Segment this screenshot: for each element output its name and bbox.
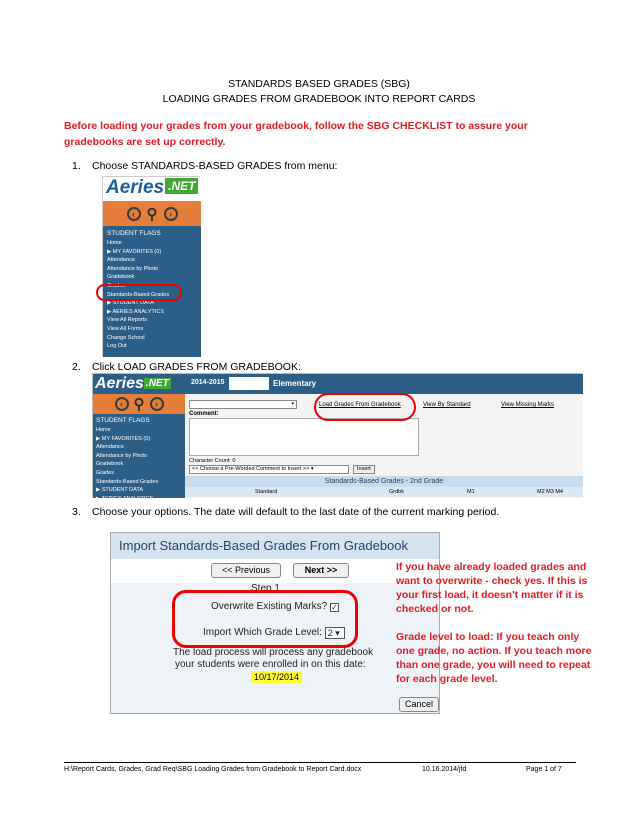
menu-item[interactable]: ▶ AERIES ANALYTICS	[107, 308, 165, 315]
highlight-oval	[314, 393, 416, 421]
col-m1: M1	[467, 489, 475, 495]
step-3	[72, 506, 499, 518]
school-name: Elementary	[273, 379, 317, 388]
menu-item[interactable]: Attendance by Photo	[96, 452, 148, 459]
view-missing-marks-link[interactable]: View Missing Marks	[501, 402, 554, 408]
step-1	[72, 160, 337, 172]
note-overwrite: If you have already loaded grades and want to overwrite - check yes. If this is your first load, it doesn't matter if it is checked or not.	[396, 561, 588, 615]
col-grdbk: Grdbk	[389, 489, 404, 495]
back-icon[interactable]: ‹	[115, 397, 129, 411]
dialog-title: Import Standards-Based Grades From Gradebook	[111, 533, 439, 559]
menu-item[interactable]: Log Out	[107, 343, 127, 350]
overwrite-label: Overwrite Existing Marks?	[211, 601, 328, 612]
forward-icon[interactable]: ›	[150, 397, 164, 411]
previous-button[interactable]: << Previous	[211, 563, 281, 578]
grades-band: Standards-Based Grades - 2nd Grade	[185, 476, 583, 487]
menu-item[interactable]: Attendance	[107, 257, 135, 264]
step-text: Click LOAD GRADES FROM GRADEBOOK:	[92, 361, 301, 373]
aeries-logo: Aeries .NET	[103, 177, 201, 201]
doc-title: STANDARDS BASED GRADES (SBG)	[228, 78, 410, 90]
menu-item[interactable]: ▶ MY FAVORITES (0)	[107, 248, 162, 255]
step-text: Choose STANDARDS-BASED GRADES from menu:	[92, 160, 338, 172]
menu-item[interactable]: View All Reports	[107, 317, 147, 324]
menu-item[interactable]: ▶ MY FAVORITES (0)	[96, 435, 151, 442]
menu-item[interactable]: STUDENT FLAGS	[96, 417, 150, 424]
menu-item[interactable]: Attendance by Photo	[107, 265, 159, 272]
preworded-comment-select[interactable]: << Choose a Pre-Worded Comment to Insert >> ▾	[189, 465, 349, 474]
top-bar	[93, 374, 583, 394]
process-text-2: your students were enrolled in on this date:	[175, 659, 366, 670]
step-number: 1.	[72, 160, 81, 172]
menu-item[interactable]: ▶ AERIES ANALYTICS	[96, 495, 154, 502]
school-name-redacted	[229, 377, 269, 390]
menu-item[interactable]: Grades	[107, 282, 126, 289]
menu-item[interactable]: ▶ STUDENT DATA	[107, 300, 155, 307]
student-select[interactable]: ▾	[189, 400, 297, 409]
aeries-menu-screenshot	[102, 176, 200, 356]
menu-item[interactable]: Gradebook	[96, 461, 124, 468]
search-icon[interactable]: ⚲	[133, 396, 145, 413]
doc-subtitle: LOADING GRADES FROM GRADEBOOK INTO REPORT CARDS	[162, 93, 476, 105]
load-grades-link[interactable]: Load Grades From Gradebook	[319, 402, 401, 408]
dialog-nav-row	[111, 559, 439, 583]
menu-item[interactable]: ▶ STUDENT DATA	[96, 487, 144, 494]
next-button[interactable]: Next >>	[293, 563, 349, 578]
school-year: 2014-2015	[191, 379, 225, 386]
highlight-oval	[172, 590, 358, 648]
cancel-button[interactable]: Cancel	[399, 697, 439, 712]
menu-item[interactable]: Home	[107, 240, 122, 246]
menu-item[interactable]: Gradebook	[107, 274, 135, 281]
date-value[interactable]: 10/17/2014	[251, 671, 302, 683]
menu-item[interactable]: View All Forms	[107, 325, 144, 332]
comment-label: Comment:	[189, 411, 219, 417]
step-number: 3.	[72, 506, 81, 518]
overwrite-checkbox[interactable]: ✓	[331, 603, 338, 612]
column-headers	[185, 487, 583, 497]
footer-path: H:\Report Cards, Grades, Grad Req\SBG Loading Grades from Gradebook to Report Card.docx	[64, 766, 362, 773]
search-icon[interactable]: ⚲	[146, 205, 158, 223]
col-standard: Standard	[255, 489, 278, 495]
step-number: 2.	[72, 361, 81, 373]
process-text-1: The load process will process any gradebook	[173, 647, 374, 658]
note-grade-level: Grade level to load: If you teach only one grade, no action. If you teach more than one grade, you will need to repeat for each grade level.	[396, 631, 592, 685]
gradebook-screenshot	[92, 373, 582, 502]
checklist-warning: Before loading your grades from your gradebook, follow the SBG CHECKLIST to assure your gradebooks are set up correctly.	[64, 120, 528, 148]
footer-rule	[64, 762, 576, 763]
menu-item[interactable]: Grades	[96, 469, 115, 476]
nav-bar	[103, 201, 201, 226]
sidebar-menu	[93, 414, 185, 502]
step-text: Choose your options. The date will default to the last date of the current marking period.	[92, 506, 500, 518]
aeries-logo: Aeries .NET	[95, 375, 169, 392]
footer-page: Page 1 of 7	[526, 766, 562, 773]
menu-item[interactable]: Home	[96, 427, 111, 433]
highlight-oval	[96, 284, 182, 301]
step-label: Step 1	[251, 583, 280, 594]
menu-item[interactable]: Attendance	[96, 444, 124, 451]
col-m2-m4: M2 M3 M4	[537, 489, 563, 495]
menu-item[interactable]: STUDENT FLAGS	[107, 230, 161, 237]
step-2	[72, 361, 301, 373]
character-count: Character Count: 0	[189, 458, 236, 464]
insert-button[interactable]: Insert	[353, 465, 375, 474]
menu-item[interactable]: Change School	[107, 334, 145, 341]
grade-level-label: Import Which Grade Level:	[203, 627, 322, 638]
forward-icon[interactable]: ›	[164, 207, 178, 221]
menu-item-standards-based-grades[interactable]: Standards-Based Grades	[107, 291, 170, 298]
footer-date: 10.16.2014/jfd	[422, 766, 467, 773]
menu-item[interactable]: Standards-Based Grades	[96, 478, 159, 485]
view-by-standard-link[interactable]: View By Standard	[423, 402, 471, 408]
comment-textarea[interactable]	[189, 418, 419, 456]
nav-bar	[93, 394, 185, 414]
back-icon[interactable]: ‹	[127, 207, 141, 221]
grade-level-select[interactable]: 2 ▾	[325, 627, 345, 639]
